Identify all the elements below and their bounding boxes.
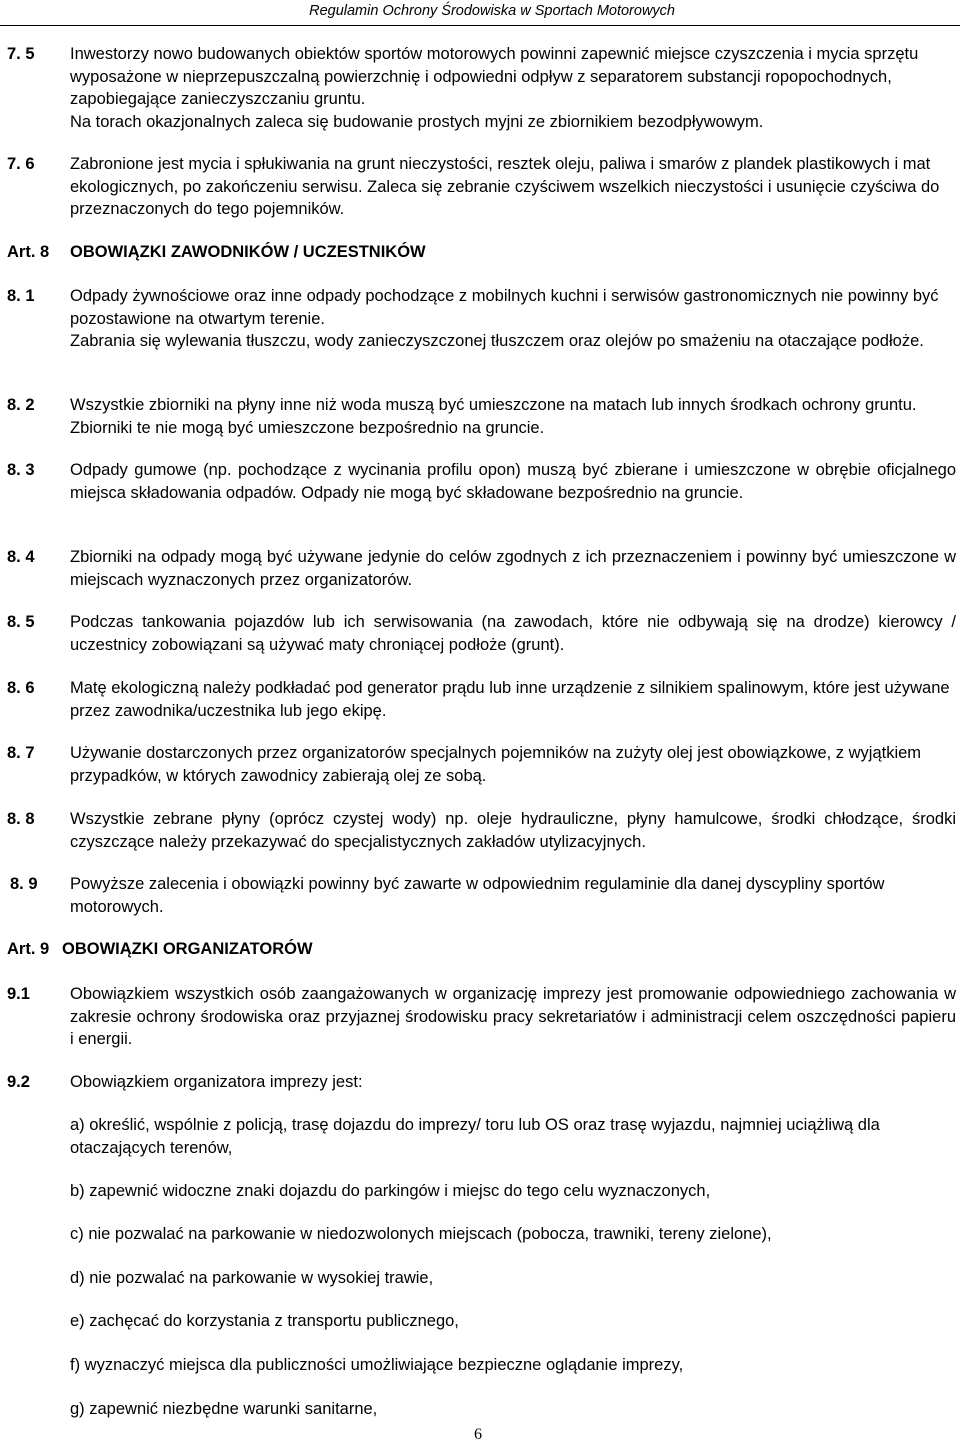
section-text	[70, 611, 956, 656]
article-title: OBOWIĄZKI ORGANIZATORÓW	[62, 940, 313, 958]
section-number: 8. 8	[7, 810, 35, 828]
section-number: 9.1	[7, 985, 30, 1003]
section-text	[70, 43, 956, 133]
article-number: Art. 9	[7, 940, 50, 958]
paragraph: Odpady gumowe (np. pochodzące z wycinania profilu opon) muszą być zbierane i umieszczone w obrębie oficjalnego miejsca składowania odpadów. Odpady nie mogą być składowane bezpośrednio na gruncie.	[70, 461, 956, 502]
section-text	[70, 153, 956, 221]
paragraph: Zbiorniki na odpady mogą być używane jedynie do celów zgodnych z ich przeznaczeniem i powinny być umieszczone w miejscach wyznaczonych przez organizatorów.	[70, 548, 956, 589]
paragraph: Powyższe zalecenia i obowiązki powinny być zawarte w odpowiednim regulaminie dla danej dyscypliny sportów motorowych.	[70, 875, 885, 916]
paragraph: Wszystkie zbiorniki na płyny inne niż woda muszą być umieszczone na matach lub innych środkach ochrony gruntu. Zbiorniki te nie mogą być umieszczone bezpośrednio na gruncie.	[70, 396, 917, 437]
document-title: Regulamin Ochrony Środowiska w Sportach Motorowych	[309, 3, 675, 19]
paragraph: Podczas tankowania pojazdów lub ich serwisowania (na zawodach, które nie odbywają się na drodze) kierowcy / uczestnicy zobowiązani są używać maty chroniącej podłoże (grunt).	[70, 613, 956, 654]
paragraph: Zabrania się wylewania tłuszczu, wody zanieczyszczonej tłuszczem oraz olejów po smażeniu na otaczające podłoże.	[70, 332, 924, 350]
section-text	[70, 459, 956, 504]
section-text	[70, 394, 956, 439]
section-number: 7. 5	[7, 45, 35, 63]
paragraph: Obowiązkiem wszystkich osób zaangażowanych w organizację imprezy jest promowanie odpowiedniego zachowania w zakresie ochrony środowiska oraz przyjaznej środowisku pracy sekretariatów i administracji celem oszczędności papieru i energii.	[70, 985, 956, 1048]
section-number: 8. 5	[7, 613, 35, 631]
section-text	[70, 1071, 956, 1094]
page-header	[0, 0, 960, 26]
section-number: 9.2	[7, 1073, 30, 1091]
paragraph: Używanie dostarczonych przez organizatorów specjalnych pojemników na zużyty olej jest obowiązkowe, z wyjątkiem przypadków, w których zawodnicy zabierają olej ze sobą.	[70, 744, 922, 785]
section-text	[70, 983, 956, 1051]
paragraph: Inwestorzy nowo budowanych obiektów sportów motorowych powinni zapewnić miejsce czyszczenia i mycia sprzętu wyposażone w nieprzepuszczalną powierzchnię i odpowiedni odpływ z separatorem substancji ropopochodnych, zapobiegające zanieczyszczaniu gruntu.	[70, 45, 919, 108]
section-number: 8. 4	[7, 548, 35, 566]
page-number: 6	[474, 1426, 482, 1443]
section-text	[70, 808, 956, 853]
article-title: OBOWIĄZKI ZAWODNIKÓW / UCZESTNIKÓW	[70, 243, 426, 261]
section-number: 8. 3	[7, 461, 35, 479]
section-number: 8. 9	[10, 875, 38, 893]
section-number: 8. 2	[7, 396, 35, 414]
section-number: 7. 6	[7, 155, 35, 173]
section-number: 8. 1	[7, 287, 35, 305]
section-text	[70, 742, 956, 787]
section-number: 8. 6	[7, 679, 35, 697]
section-text	[70, 677, 956, 722]
section-number: 8. 7	[7, 744, 35, 762]
paragraph: Odpady żywnościowe oraz inne odpady pochodzące z mobilnych kuchni i serwisów gastronomicznych nie powinny być pozostawione na otwartym terenie.	[70, 287, 939, 328]
paragraph: Zabronione jest mycia i spłukiwania na grunt nieczystości, resztek oleju, paliwa i smarów z plandek plastikowych i mat ekologicznych, po zakończeniu serwisu. Zaleca się zebranie czyściwem wszelkich nieczystości i usunięcie czyściwa do przeznaczonych do tego pojemników.	[70, 155, 940, 218]
paragraph: Wszystkie zebrane płyny (oprócz czystej wody) np. oleje hydrauliczne, płyny hamulcowe, środki chłodzące, środki czyszczące należy przekazywać do specjalistycznych zakładów utylizacyjnych.	[70, 810, 956, 851]
paragraph: Matę ekologiczną należy podkładać pod generator prądu lub inne urządzenie z silnikiem spalinowym, które jest używane przez zawodnika/uczestnika lub jego ekipę.	[70, 679, 950, 720]
section-text	[70, 873, 956, 918]
section-text	[70, 285, 956, 353]
paragraph: Obowiązkiem organizatora imprezy jest:	[70, 1073, 363, 1091]
paragraph: Na torach okazjonalnych zaleca się budowanie prostych myjni ze zbiornikiem bezodpływowym.	[70, 112, 764, 131]
article-number: Art. 8	[7, 243, 50, 261]
section-text	[70, 546, 956, 591]
